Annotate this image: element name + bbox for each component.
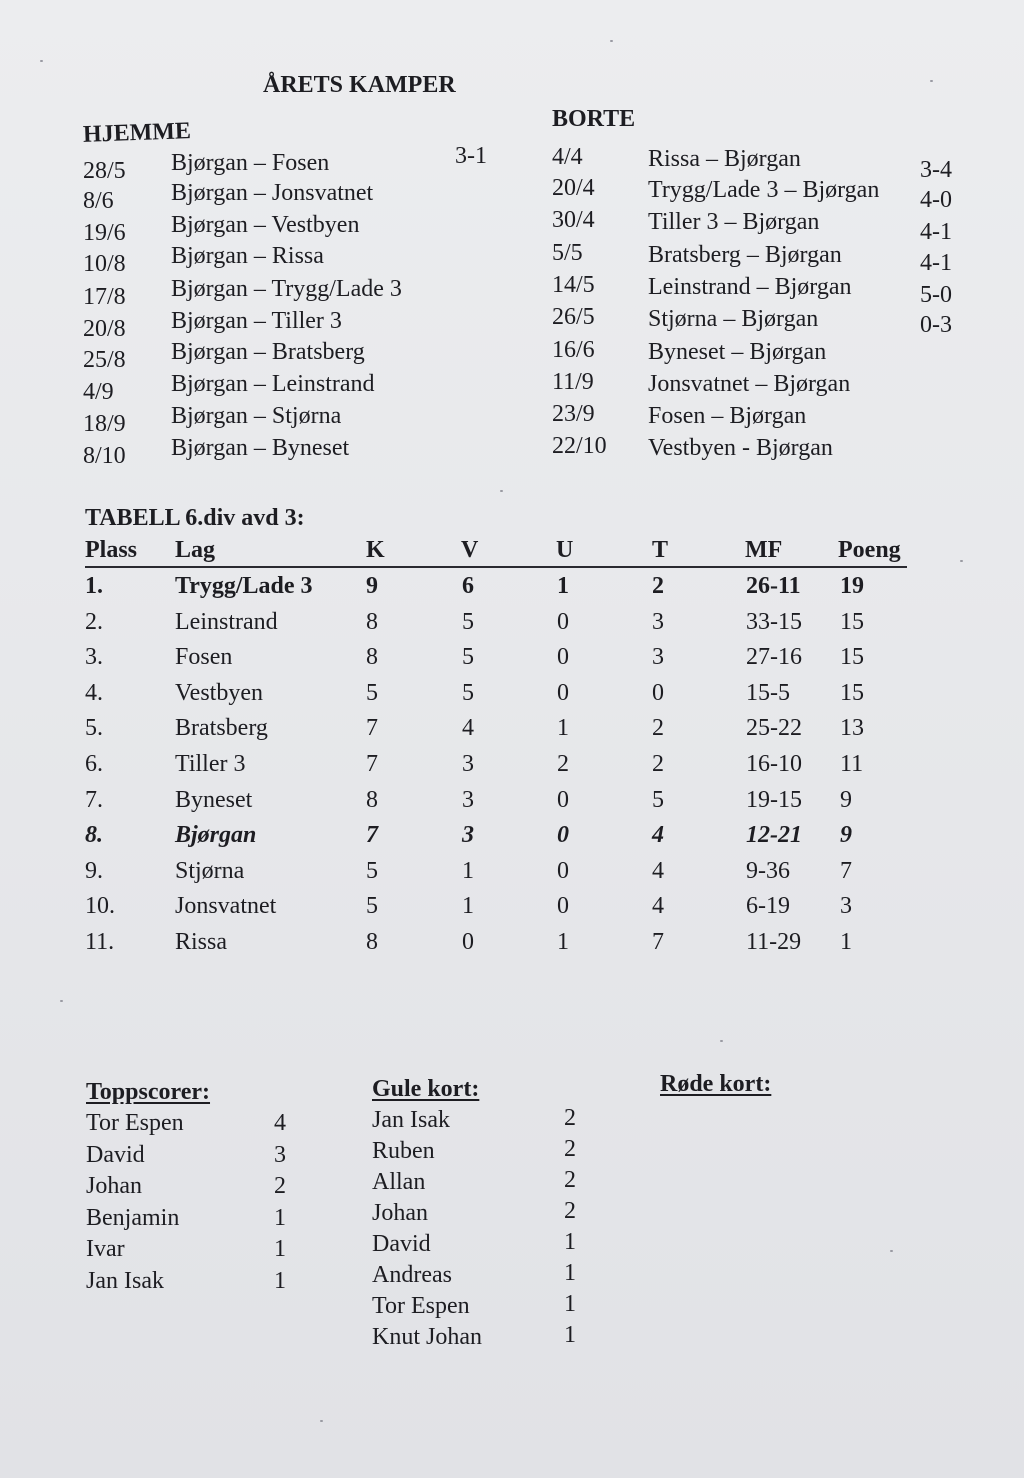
table-cell: 11: [840, 751, 864, 777]
fixture-match: Bjørgan – Stjørna: [171, 403, 342, 429]
table-cell: 6-19: [746, 893, 790, 919]
table-cell: 5: [366, 893, 378, 919]
fixture-match: Bjørgan – Jonsvatnet: [171, 180, 374, 206]
table-cell: 3: [840, 893, 852, 919]
table-cell: 9: [840, 822, 852, 848]
table-cell: 1: [557, 573, 569, 599]
paper-speck: [890, 1250, 893, 1252]
table-cell: 15: [840, 680, 864, 706]
table-cell: 0: [557, 644, 569, 670]
fixture-match: Rissa – Bjørgan: [648, 146, 801, 172]
table-cell: 19: [840, 573, 864, 599]
yellow-card-count: 1: [564, 1229, 576, 1255]
fixture-match: Byneset – Bjørgan: [648, 339, 827, 365]
fixture-date: 16/6: [552, 337, 595, 363]
team-name: Fosen: [175, 644, 233, 670]
table-column-header: MF: [745, 537, 783, 563]
fixture-match: Trygg/Lade 3 – Bjørgan: [648, 177, 880, 203]
table-column-header: K: [366, 537, 385, 563]
table-cell: 5: [462, 609, 474, 635]
table-column-header: Poeng: [838, 537, 901, 563]
home-heading: HJEMME: [82, 118, 192, 148]
table-cell: 2.: [85, 609, 103, 635]
fixture-match: Bjørgan – Bratsberg: [171, 339, 365, 365]
paper-speck: [500, 490, 503, 492]
table-cell: 2: [652, 715, 664, 741]
yellow-card-count: 1: [564, 1322, 576, 1348]
table-cell: 15-5: [746, 680, 790, 706]
table-column-header: Plass: [85, 537, 138, 563]
team-name: Stjørna: [175, 858, 245, 884]
table-cell: 5: [366, 680, 378, 706]
fixture-match: Tiller 3 – Bjørgan: [648, 209, 820, 235]
table-cell: 6.: [85, 751, 103, 777]
table-column-header: T: [652, 537, 669, 563]
scorer-goals: 1: [274, 1204, 286, 1231]
yellow-card-player: Knut Johan: [372, 1324, 482, 1350]
yellow-card-count: 2: [564, 1136, 576, 1162]
fixture-match: Leinstrand – Bjørgan: [648, 274, 852, 300]
fixture-match: Stjørna – Bjørgan: [648, 306, 819, 332]
scorer-goals: 3: [274, 1141, 286, 1168]
table-cell: 9: [840, 787, 852, 813]
table-cell: 15: [840, 609, 864, 635]
table-cell: 0: [557, 680, 569, 706]
table-cell: 13: [840, 715, 864, 741]
table-cell: 1.: [85, 573, 103, 599]
table-cell: 3: [462, 751, 474, 777]
fixture-date: 4/4: [552, 144, 583, 170]
fixture-match: Jonsvatnet – Bjørgan: [648, 371, 851, 397]
yellow-card-count: 2: [564, 1198, 576, 1224]
table-cell: 6: [462, 573, 474, 599]
table-cell: 12-21: [746, 822, 802, 848]
yellow-card-count: 1: [564, 1260, 576, 1286]
table-cell: 7: [366, 751, 378, 777]
fixture-match: Bjørgan – Byneset: [171, 435, 350, 461]
table-cell: 0: [557, 822, 569, 848]
red-cards-heading: Røde kort:: [660, 1071, 772, 1097]
fixture-match: Vestbyen - Bjørgan: [648, 435, 833, 461]
team-name: Vestbyen: [175, 680, 263, 706]
team-name: Bjørgan: [175, 822, 257, 848]
table-cell: 4: [652, 893, 664, 919]
table-cell: 4: [652, 858, 664, 884]
table-cell: 3: [462, 787, 474, 813]
away-heading: BORTE: [552, 106, 636, 132]
fixture-score: 0-3: [920, 312, 952, 338]
table-cell: 8.: [85, 822, 103, 848]
table-cell: 19-15: [746, 787, 802, 813]
fixture-date: 10/8: [83, 251, 126, 277]
table-cell: 7: [366, 822, 378, 848]
fixture-date: 22/10: [552, 433, 607, 459]
fixture-date: 30/4: [552, 207, 595, 233]
team-name: Jonsvatnet: [175, 893, 277, 919]
fixture-score: 5-0: [920, 282, 952, 308]
table-cell: 7: [840, 858, 852, 884]
fixture-match: Bjørgan – Leinstrand: [171, 371, 375, 397]
fixture-date: 25/8: [83, 347, 126, 373]
table-cell: 5: [462, 680, 474, 706]
scorer-name: Benjamin: [86, 1204, 180, 1231]
table-cell: 1: [462, 893, 474, 919]
fixture-date: 14/5: [552, 272, 595, 298]
fixture-date: 8/10: [83, 443, 126, 469]
table-cell: 0: [557, 609, 569, 635]
table-cell: 7: [366, 715, 378, 741]
fixture-date: 19/6: [83, 220, 126, 246]
fixture-match: Bratsberg – Bjørgan: [648, 242, 842, 268]
table-cell: 4.: [85, 680, 103, 706]
table-cell: 1: [840, 929, 852, 955]
yellow-cards-heading: Gule kort:: [372, 1076, 480, 1102]
table-cell: 4: [652, 822, 664, 848]
scorer-goals: 1: [274, 1267, 286, 1294]
fixture-date: 20/4: [552, 175, 595, 201]
table-cell: 0: [557, 787, 569, 813]
table-cell: 5: [366, 858, 378, 884]
scorer-name: David: [86, 1141, 145, 1168]
table-cell: 27-16: [746, 644, 802, 670]
team-name: Rissa: [175, 929, 228, 955]
table-cell: 0: [462, 929, 474, 955]
scorer-goals: 4: [274, 1110, 286, 1136]
table-cell: 2: [652, 751, 664, 777]
table-cell: 9.: [85, 858, 103, 884]
table-cell: 9: [366, 573, 378, 599]
fixture-date: 11/9: [552, 369, 594, 395]
table-cell: 7.: [85, 787, 103, 813]
yellow-card-count: 2: [564, 1105, 576, 1131]
table-cell: 5.: [85, 715, 103, 741]
paper-speck: [320, 1420, 323, 1422]
table-cell: 3.: [85, 644, 103, 670]
scorer-goals: 1: [274, 1236, 286, 1262]
table-cell: 8: [366, 644, 378, 670]
fixture-match: Bjørgan – Fosen: [171, 150, 330, 176]
table-cell: 15: [840, 644, 864, 670]
fixture-match: Bjørgan – Trygg/Lade 3: [171, 276, 402, 302]
fixture-date: 28/5: [83, 158, 126, 184]
fixture-score: 4-0: [920, 187, 952, 213]
yellow-card-count: 2: [564, 1167, 576, 1193]
paper-speck: [610, 40, 613, 42]
table-cell: 0: [557, 858, 569, 884]
table-cell: 8: [366, 929, 378, 955]
table-cell: 3: [462, 822, 474, 848]
fixture-date: 20/8: [83, 316, 126, 342]
scorer-name: Johan: [86, 1173, 142, 1199]
team-name: Trygg/Lade 3: [175, 573, 313, 599]
fixture-date: 18/9: [83, 411, 126, 437]
table-cell: 0: [557, 893, 569, 919]
table-cell: 5: [462, 644, 474, 670]
fixture-date: 4/9: [83, 379, 114, 405]
yellow-card-player: Johan: [372, 1200, 428, 1226]
fixture-date: 26/5: [552, 304, 595, 330]
table-cell: 9-36: [746, 858, 790, 884]
page-title: ÅRETS KAMPER: [263, 72, 456, 98]
yellow-card-player: Andreas: [372, 1262, 452, 1288]
paper-speck: [720, 1040, 723, 1042]
team-name: Tiller 3: [175, 751, 246, 777]
fixture-match: Fosen – Bjørgan: [648, 403, 807, 429]
fixture-date: 17/8: [83, 284, 126, 310]
fixture-date: 5/5: [552, 240, 583, 266]
scorer-name: Tor Espen: [86, 1110, 184, 1136]
team-name: Bratsberg: [175, 715, 268, 741]
team-name: Byneset: [175, 787, 253, 813]
team-name: Leinstrand: [175, 609, 278, 635]
table-cell: 16-10: [746, 751, 802, 777]
scorer-name: Jan Isak: [86, 1267, 164, 1294]
yellow-card-player: Allan: [372, 1169, 426, 1195]
table-cell: 26-11: [746, 573, 801, 599]
table-cell: 2: [652, 573, 664, 599]
paper-speck: [930, 80, 933, 82]
fixture-score: 4-1: [920, 250, 952, 276]
table-cell: 11.: [85, 929, 115, 955]
table-cell: 8: [366, 609, 378, 635]
table-heading: TABELL 6.div avd 3:: [85, 505, 305, 531]
fixture-score: 3-1: [455, 143, 487, 169]
table-cell: 5: [652, 787, 664, 813]
table-cell: 10.: [85, 893, 115, 919]
yellow-card-player: David: [372, 1231, 431, 1257]
table-cell: 3: [652, 644, 664, 670]
table-cell: 0: [652, 680, 664, 706]
scorers-heading: Toppscorer:: [86, 1079, 211, 1105]
fixture-score: 3-4: [920, 157, 952, 183]
table-column-header: V: [461, 537, 479, 563]
table-cell: 11-29: [746, 929, 802, 955]
table-column-header: Lag: [175, 537, 216, 563]
scorer-goals: 2: [274, 1173, 286, 1199]
table-cell: 7: [652, 929, 664, 955]
fixture-match: Bjørgan – Tiller 3: [171, 308, 342, 334]
table-cell: 1: [462, 858, 474, 884]
table-cell: 1: [557, 715, 569, 741]
fixture-match: Bjørgan – Rissa: [171, 243, 324, 269]
paper-speck: [60, 1000, 63, 1002]
yellow-card-player: Tor Espen: [372, 1293, 470, 1319]
yellow-card-count: 1: [564, 1291, 576, 1317]
table-header-rule: [85, 566, 907, 568]
table-cell: 2: [557, 751, 569, 777]
table-cell: 8: [366, 787, 378, 813]
fixture-score: 4-1: [920, 219, 952, 245]
fixture-date: 8/6: [83, 188, 114, 214]
paper-speck: [960, 560, 963, 562]
table-column-header: U: [556, 537, 574, 563]
fixture-match: Bjørgan – Vestbyen: [171, 212, 360, 238]
scorer-name: Ivar: [86, 1236, 125, 1262]
table-cell: 33-15: [746, 609, 802, 635]
fixture-date: 23/9: [552, 401, 595, 427]
table-cell: 25-22: [746, 715, 802, 741]
yellow-card-player: Jan Isak: [372, 1107, 450, 1133]
table-cell: 4: [462, 715, 474, 741]
table-cell: 3: [652, 609, 664, 635]
table-cell: 1: [557, 929, 569, 955]
paper-speck: [40, 60, 43, 62]
yellow-card-player: Ruben: [372, 1138, 435, 1164]
